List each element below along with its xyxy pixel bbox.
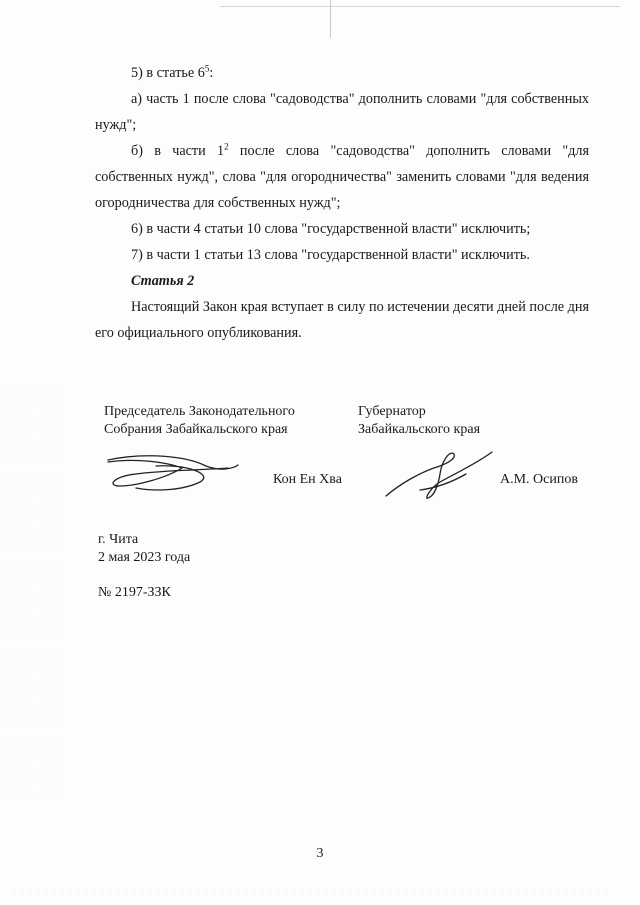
scan-artifact-line bbox=[220, 6, 620, 7]
left-signatory-title: Председатель Законодательного Собрания Забайкальского края bbox=[104, 404, 295, 437]
item-5a: а) часть 1 после слова "садоводства" дополнить словами "для собственных нужд"; bbox=[95, 91, 589, 133]
item-7: 7) в части 1 статьи 13 слова "государственной власти" исключить. bbox=[131, 247, 530, 263]
right-signatory-title: Губернатор Забайкальского края bbox=[358, 404, 481, 437]
item-6: 6) в части 4 статьи 10 слова "государственной власти" исключить; bbox=[131, 221, 531, 237]
date: 2 мая 2023 года bbox=[98, 550, 191, 565]
city: г. Чита bbox=[98, 532, 139, 547]
left-signature-image bbox=[96, 448, 246, 498]
right-signature-image bbox=[380, 444, 500, 504]
item-5b: б) в части $1^2$ после слова "садоводства" дополнить словами "для собственных нужд", слова "для огородничества" заменить словами "для ведения огородничества для собственных нужд"; bbox=[95, 141, 589, 211]
page-number: 3 bbox=[316, 846, 324, 861]
article-2-title: Статья 2 bbox=[131, 273, 195, 289]
scan-artifact-tick bbox=[330, 0, 331, 38]
right-signatory-name: А.М. Осипов bbox=[500, 472, 578, 487]
law-body bbox=[95, 60, 589, 346]
law-number: № 2197-ЗЗК bbox=[98, 585, 171, 600]
item-5: 5) в статье $6^5$: bbox=[131, 63, 214, 81]
left-signatory-name: Кон Ен Хва bbox=[273, 472, 342, 487]
article-2-text: Настоящий Закон края вступает в силу по истечении десяти дней после дня его официального опубликования. bbox=[95, 299, 589, 341]
scan-artifact-speckle bbox=[0, 380, 60, 800]
scan-artifact-bottom bbox=[10, 891, 610, 897]
